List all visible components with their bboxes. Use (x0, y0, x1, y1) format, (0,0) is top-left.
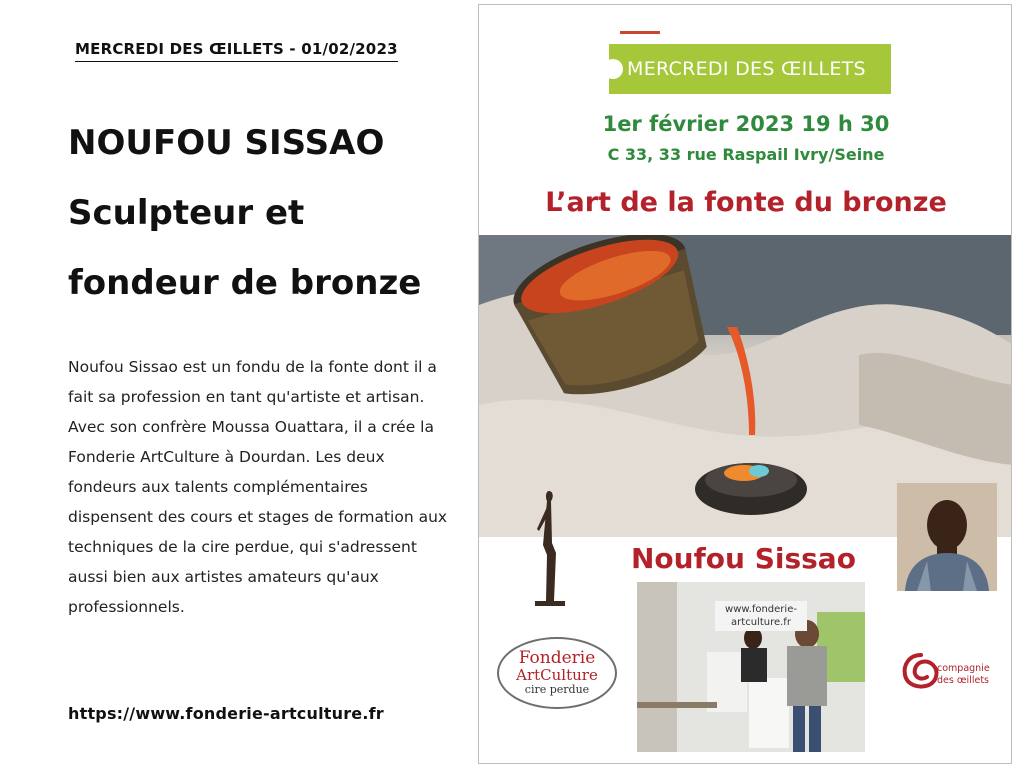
foundry-logo-line-1: Fonderie (518, 648, 596, 668)
series-banner (609, 44, 891, 94)
foundry-website-link[interactable]: https://www.fonderie-artculture.fr (68, 704, 384, 723)
artist-portrait (897, 483, 997, 591)
company-logo-text (937, 663, 990, 687)
compagnie-des-oeillets-logo (901, 649, 1001, 699)
carnation-swirl-icon (901, 651, 941, 691)
article-body: Noufou Sissao est un fondu de la fonte dont il a fait sa profession en tant qu'artiste et artisan. Avec son confrère Moussa Ouattara, il a crée la Fonderie ArtCulture à Dourdan. Les deux fondeurs aux talents complémentaires dispensent des cours et stages de formation aux techniques de la cire perdue, qui s'adressent aussi bien aux artistes amateurs qu'aux professionnels. (68, 358, 448, 616)
banner-dot-icon (603, 59, 623, 79)
headline-line-3: fondeur de bronze (68, 263, 422, 303)
headline-line-1: NOUFOU SISSAO (68, 123, 385, 163)
foundry-logo-line-3: cire perdue (524, 683, 590, 696)
event-subject: L’art de la fonte du bronze (545, 187, 947, 218)
series-title: MERCREDI DES ŒILLETS (627, 58, 866, 80)
article-headline (68, 108, 468, 318)
accent-bar (620, 31, 660, 34)
company-logo-line-1: compagnie (937, 663, 990, 674)
headline-line-2: Sculpteur et (68, 193, 305, 233)
fonderie-artculture-logo (497, 637, 617, 709)
bronze-statue-image (527, 483, 573, 607)
poster-artist-name: Noufou Sissao (631, 542, 856, 575)
issue-kicker: MERCREDI DES ŒILLETS - 01/02/2023 (75, 40, 398, 62)
workshop-sign: www.fonderie-artculture.fr (715, 601, 807, 631)
event-address: C 33, 33 rue Raspail Ivry/Seine (607, 145, 885, 164)
event-date-time: 1er février 2023 19 h 30 (602, 112, 890, 136)
foundry-logo-line-2: ArtCulture (516, 666, 598, 684)
company-logo-line-2: des œillets (937, 675, 989, 686)
event-poster (478, 4, 1012, 764)
